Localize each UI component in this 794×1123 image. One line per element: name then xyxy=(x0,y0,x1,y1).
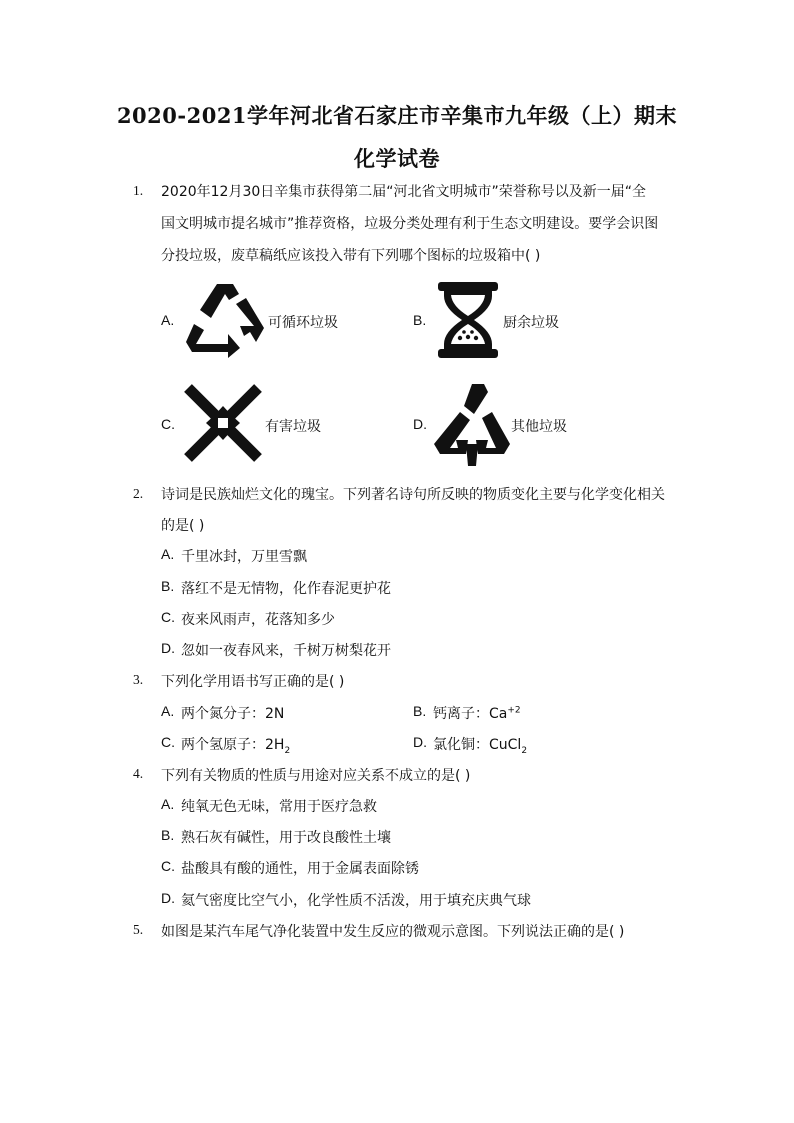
question-4-number: 4. xyxy=(133,766,144,781)
q1-option-c-letter: C. xyxy=(161,416,175,432)
kitchen-waste-icon xyxy=(436,280,500,360)
q4-option-c-letter: C. xyxy=(161,858,175,874)
question-4-line-1: 下列有关物质的性质与用途对应关系不成立的是( ) xyxy=(161,768,471,784)
q2-option-b-text: 落红不是无情物，化作春泥更护花 xyxy=(181,581,391,597)
q3-option-a-letter: A. xyxy=(161,703,175,719)
q1-option-a-label: 可循环垃圾 xyxy=(268,315,338,331)
q1-option-b-letter: B. xyxy=(413,312,427,328)
other-waste-icon xyxy=(434,382,510,466)
q3-option-c-text: 两个氢原子：2H xyxy=(181,737,285,753)
q3-option-b-superscript: +2 xyxy=(507,705,521,716)
q3-option-b-letter: B. xyxy=(413,703,427,719)
q2-option-b-letter: B. xyxy=(161,578,175,594)
q3-option-b-text: 钙离子：Ca xyxy=(433,706,508,722)
question-2-line-1: 诗词是民族灿烂文化的瑰宝。下列著名诗句所反映的物质变化主要与化学变化相关 xyxy=(161,487,665,503)
q2-option-a-letter: A. xyxy=(161,546,175,562)
q2-option-d-text: 忽如一夜春风来，千树万树梨花开 xyxy=(181,643,391,659)
q4-option-d-letter: D. xyxy=(161,890,175,906)
q2-option-a-text: 千里冰封，万里雪飘 xyxy=(181,549,307,565)
q1-option-b-label: 厨余垃圾 xyxy=(503,315,559,331)
q3-option-d-letter: D. xyxy=(413,734,427,750)
question-1-line-1: 2020年12月30日辛集市获得第二届“河北省文明城市”荣誉称号以及新一届“全 xyxy=(161,184,647,200)
q3-option-a-text: 两个氮分子：2N xyxy=(181,706,285,722)
q3-option-d-text: 氯化铜：CuCl xyxy=(433,737,522,753)
recycle-icon xyxy=(184,280,266,360)
q4-option-a-text: 纯氧无色无味，常用于医疗急救 xyxy=(181,799,377,815)
q1-option-d-label: 其他垃圾 xyxy=(511,419,567,435)
q1-option-a-letter: A. xyxy=(161,312,175,328)
q3-option-d xyxy=(433,734,527,756)
q4-option-c-text: 盐酸具有酸的通性，用于金属表面除锈 xyxy=(181,861,419,877)
q3-option-c-letter: C. xyxy=(161,734,175,750)
question-2-line-2: 的是( ) xyxy=(161,518,205,534)
question-3-line-1: 下列化学用语书写正确的是( ) xyxy=(161,674,345,690)
question-5-number: 5. xyxy=(133,922,144,937)
question-1-line-2: 国文明城市提名城市”推荐资格，垃圾分类处理有利于生态文明建设。要学会识图 xyxy=(161,216,659,232)
question-5-line-1: 如图是某汽车尾气净化装置中发生反应的微观示意图。下列说法正确的是( ) xyxy=(161,924,625,940)
q3-option-d-subscript: 2 xyxy=(521,745,528,756)
question-1-number: 1. xyxy=(133,183,144,198)
q3-option-c xyxy=(181,734,290,756)
exam-subtitle: 化学试卷 xyxy=(354,146,440,171)
q3-option-c-subscript: 2 xyxy=(284,745,291,756)
q1-option-d-letter: D. xyxy=(413,416,427,432)
question-2-number: 2. xyxy=(133,486,144,501)
q4-option-b-letter: B. xyxy=(161,827,175,843)
q3-option-b xyxy=(433,703,521,723)
question-1-line-3: 分投垃圾，废草稿纸应该投入带有下列哪个图标的垃圾箱中( ) xyxy=(161,248,541,264)
exam-title: 2020-2021学年河北省石家庄市辛集市九年级（上）期末 xyxy=(116,103,678,128)
hazardous-waste-icon xyxy=(184,384,262,462)
q4-option-a-letter: A. xyxy=(161,796,175,812)
question-3-number: 3. xyxy=(133,672,144,687)
q4-option-b-text: 熟石灰有碱性，用于改良酸性土壤 xyxy=(181,830,391,846)
q1-option-c-label: 有害垃圾 xyxy=(265,419,321,435)
q2-option-d-letter: D. xyxy=(161,640,175,656)
q4-option-d-text: 氦气密度比空气小，化学性质不活泼，用于填充庆典气球 xyxy=(181,893,531,909)
q2-option-c-text: 夜来风雨声，花落知多少 xyxy=(181,612,335,628)
q2-option-c-letter: C. xyxy=(161,609,175,625)
